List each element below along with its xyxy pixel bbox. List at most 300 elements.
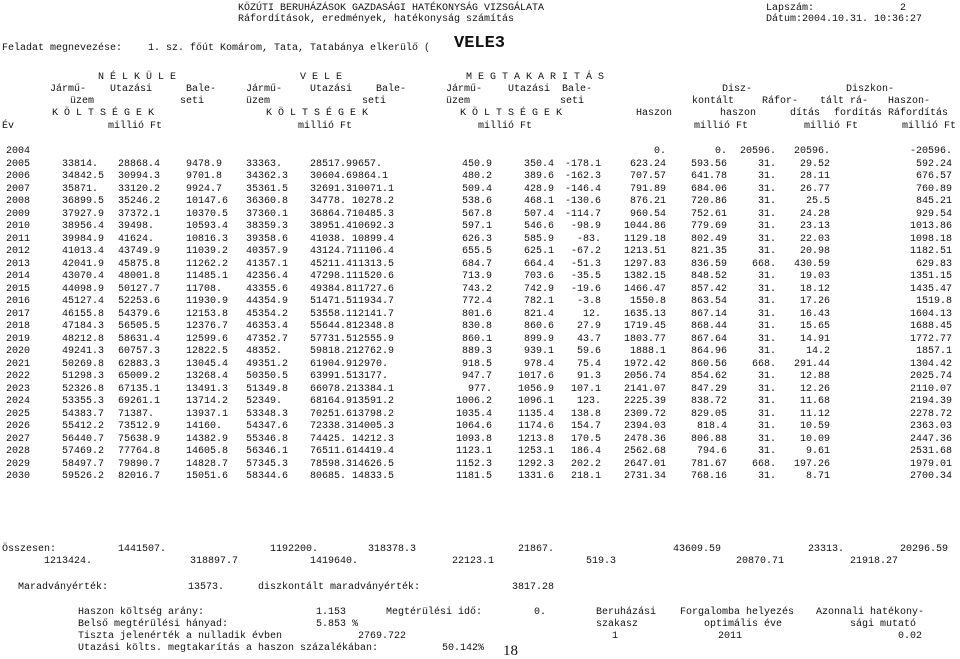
table-cell: 2194.39 [909, 396, 952, 407]
table-cell: 9701.8 [186, 171, 223, 182]
table-cell: 18.12 [799, 283, 830, 295]
table-cell: 538.6 [461, 196, 492, 207]
table-cell: 46155.8 [62, 308, 105, 320]
table-cell: 13798.2 [352, 408, 395, 420]
table-cell: -3.8 [576, 296, 601, 307]
col-h2: Forgalomba helyezés [680, 607, 795, 618]
table-cell: 50350.5 [246, 371, 289, 382]
table-cell: 760.89 [915, 183, 952, 195]
table-cell: 48001.8 [118, 271, 161, 282]
table-cell: 30604.6 [310, 171, 353, 182]
table-cell: 11.12 [799, 408, 830, 420]
table-cell: 59.6 [576, 346, 601, 357]
hdr-row4-5: dítás [790, 108, 821, 119]
table-cell: 1174.6 [517, 421, 554, 432]
table-cell: 16.43 [799, 308, 830, 320]
table-cell: 37360.1 [246, 208, 289, 220]
table-cell: 830.8 [461, 321, 492, 332]
table-cell: 8.71 [805, 471, 830, 482]
table-cell: 61904.9 [310, 358, 353, 370]
table-cell: 868.44 [690, 321, 727, 332]
table-cell: 782.1 [523, 296, 554, 307]
table-cell: 52349. [246, 396, 283, 407]
table-cell: 56346.1 [246, 446, 289, 457]
table-cell: 668. [751, 258, 776, 270]
table-cell-year: 2017 [6, 308, 31, 320]
table-cell: 54347.6 [246, 421, 289, 432]
table-cell: 13937.1 [186, 408, 229, 420]
hdr-row3-0: üzem [70, 96, 95, 107]
table-cell: 80685. [310, 471, 347, 482]
table-cell: 31. [757, 158, 776, 170]
table-cell: 67135.1 [118, 383, 161, 395]
table-cell: 2363.03 [909, 421, 952, 432]
hdr-row5-5: millió Ft [804, 121, 859, 132]
table-cell: 12599.6 [186, 333, 229, 345]
table-cell: 585.9 [523, 233, 554, 245]
table-cell: 11520.6 [352, 271, 395, 282]
table-cell: 9478.9 [186, 158, 223, 170]
page-label: Lapszám: [766, 3, 815, 14]
table-cell: 655.5 [461, 246, 492, 257]
table-cell: 350.4 [523, 158, 554, 170]
table-cell: 33363. [246, 158, 283, 170]
table-cell: 45875.8 [118, 258, 161, 270]
hdr-row3-4: üzem [446, 96, 471, 107]
table-cell: 1435.47 [909, 283, 952, 295]
table-cell-year: 2022 [6, 371, 31, 382]
table-cell: 57731.5 [310, 333, 353, 345]
hdr-megtakaritas: M E G T A K A R I T Á S [466, 72, 605, 83]
table-cell: -83. [576, 233, 601, 245]
table-cell: 12.88 [799, 371, 830, 382]
table-cell: 31. [757, 408, 776, 420]
table-cell-year: 2030 [6, 471, 31, 482]
page-number: 18 [503, 643, 518, 659]
table-cell: 56505.5 [118, 321, 161, 332]
table-cell: 20596. [793, 146, 830, 157]
table-cell: 45127.4 [62, 296, 105, 307]
table-cell: 52326.8 [62, 383, 105, 395]
table-cell: 31. [757, 383, 776, 395]
hdr-vele: V E L E [300, 72, 343, 83]
hdr-row3-6: kontált [692, 96, 735, 107]
table-cell: 47352.7 [246, 333, 289, 345]
totals-line1-4: 43609.59 [673, 544, 722, 555]
table-cell: 752.61 [690, 208, 727, 220]
table-cell: 123. [576, 396, 601, 407]
hdr-row2-6: Jármű- [446, 84, 483, 95]
table-cell: 2478.36 [623, 433, 666, 445]
table-cell: 2647.01 [623, 458, 666, 470]
table-cell: 50269.8 [62, 358, 105, 370]
table-cell: 20596. [739, 146, 776, 157]
table-cell: 73512.9 [118, 421, 161, 432]
table-cell: 10593.4 [186, 221, 229, 232]
table-cell: 1093.8 [455, 433, 492, 445]
table-cell-year: 2012 [6, 246, 31, 257]
table-cell: 0. [653, 146, 666, 157]
totals-label: Összesen: [2, 544, 57, 555]
table-cell: 58497.7 [62, 458, 105, 470]
table-cell: 31. [757, 471, 776, 482]
bcr-value: 1.153 [316, 607, 347, 618]
table-cell: 11106.4 [352, 246, 395, 257]
table-cell: 10485.3 [352, 208, 395, 220]
table-cell: 14.91 [799, 333, 830, 345]
table-cell: -67.2 [570, 246, 601, 257]
table-cell: -178.1 [564, 158, 601, 170]
table-cell: 36360.8 [246, 196, 289, 207]
table-cell: 202.2 [570, 458, 601, 470]
table-cell: 49351.2 [246, 358, 289, 370]
table-cell: 1006.2 [455, 396, 492, 407]
hdr-row5-3: millió Ft [478, 121, 533, 132]
residual-label: Maradványérték: [18, 582, 109, 593]
table-cell: 1181.5 [455, 471, 492, 482]
table-cell: 28868.4 [118, 158, 161, 170]
table-cell: 186.4 [570, 446, 601, 457]
table-cell: 32691.3 [310, 183, 353, 195]
npv-label: Tiszta jelenérték a nulladik évben [78, 631, 283, 642]
table-cell-year: 2020 [6, 346, 31, 357]
table-cell: 43355.6 [246, 283, 289, 295]
table-cell: 50127.7 [118, 283, 161, 295]
table-cell: 13045.4 [186, 358, 229, 370]
table-cell: 1857.1 [915, 346, 952, 357]
table-cell: -19.6 [570, 283, 601, 295]
totals-line1-1: 1192200. [270, 544, 319, 555]
table-cell: 34778. [310, 196, 347, 207]
table-cell: 14212.3 [352, 433, 395, 445]
hdr-row2-5: Bale- [376, 84, 407, 95]
table-cell-year: 2014 [6, 271, 31, 282]
table-cell: 567.8 [461, 208, 492, 220]
table-cell: 13714.2 [186, 396, 229, 407]
table-cell: 52253.6 [118, 296, 161, 307]
table-cell: 31. [757, 321, 776, 332]
table-cell: 10278.2 [352, 196, 395, 207]
table-cell: 12. [582, 308, 601, 320]
table-cell: 31. [757, 283, 776, 295]
table-cell: 801.6 [461, 308, 492, 320]
table-cell: 53348.3 [246, 408, 289, 420]
col-h3: Azonnali hatékony- [816, 607, 925, 618]
table-cell: -130.6 [564, 196, 601, 207]
table-cell: 11934.7 [352, 296, 395, 307]
hdr-row2-9: Disz- [722, 84, 753, 95]
table-cell: 1044.86 [623, 221, 666, 232]
table-cell: 781.67 [690, 458, 727, 470]
totals-line2-6: 21918.27 [850, 556, 899, 567]
table-cell-year: 2006 [6, 171, 31, 182]
table-cell: 60757.3 [118, 346, 161, 357]
table-cell-year: 2005 [6, 158, 31, 170]
hdr-row3-8: tált rá- [820, 96, 869, 107]
table-cell: 1013.86 [909, 221, 952, 232]
table-cell: 1688.45 [909, 321, 952, 332]
table-cell: 51298.3 [62, 371, 105, 382]
table-cell: 14160. [186, 421, 223, 432]
table-cell: 9.61 [805, 446, 830, 457]
table-cell: 684.06 [690, 183, 727, 195]
table-cell: 10071.1 [352, 183, 395, 195]
table-cell: 72338.3 [310, 421, 353, 432]
table-cell: 43749.9 [118, 246, 161, 257]
table-cell: 53558.1 [310, 308, 353, 320]
table-cell: 58344.6 [246, 471, 289, 482]
table-cell: 11930.9 [186, 296, 229, 307]
table-cell-year: 2018 [6, 321, 31, 332]
table-cell: 1331.6 [517, 471, 554, 482]
table-cell: 35361.5 [246, 183, 289, 195]
table-cell: 51349.8 [246, 383, 289, 395]
hdr-row3-9: Haszon- [888, 96, 931, 107]
table-cell: 668. [751, 458, 776, 470]
totals-line2-3: 22123.1 [452, 556, 495, 567]
table-cell: 14833.5 [352, 471, 395, 482]
table-cell: 15.65 [799, 321, 830, 332]
col-h2b: optimális éve [704, 619, 783, 630]
table-cell: 10.59 [799, 421, 830, 432]
table-cell: 1098.18 [909, 233, 952, 245]
table-cell: 12141.7 [352, 308, 395, 320]
hdr-row4-6: fordítás [834, 108, 883, 119]
table-cell: 36864.7 [310, 208, 353, 220]
table-cell: 1017.6 [517, 371, 554, 382]
discounted-residual-label: diszkontált maradványérték: [258, 582, 421, 593]
totals-line2-2: 1419640. [310, 556, 359, 567]
table-cell: 66078.2 [310, 383, 353, 395]
table-cell: -98.9 [570, 221, 601, 232]
table-cell: 593.56 [690, 158, 727, 170]
hdr-nelkule: N É L K Ü L E [98, 72, 177, 83]
table-cell: 12970. [352, 358, 389, 370]
table-cell: 838.72 [690, 396, 727, 407]
table-cell: 41624. [118, 233, 155, 245]
table-cell: 860.1 [461, 333, 492, 345]
table-cell: 35246.2 [118, 196, 161, 207]
table-cell: 138.8 [570, 408, 601, 420]
table-cell: 713.9 [461, 271, 492, 282]
npv-value: 2769.722 [358, 631, 407, 642]
table-cell: -146.4 [564, 183, 601, 195]
table-cell: -51.3 [570, 258, 601, 270]
table-cell: 12376.7 [186, 321, 229, 332]
hdr-row5-1: millió Ft [108, 121, 163, 132]
table-cell: 78598.3 [310, 458, 353, 470]
table-cell: 977. [467, 383, 492, 395]
table-cell: 960.54 [629, 208, 666, 220]
table-cell: 389.6 [523, 171, 554, 182]
table-cell: 22.03 [799, 233, 830, 245]
col-h1b: szakasz [596, 619, 639, 630]
table-cell: 1123.1 [455, 446, 492, 457]
irr-value: 5.853 % [316, 619, 359, 630]
table-cell: 14005.3 [352, 421, 395, 432]
table-cell: 27.9 [576, 321, 601, 332]
table-cell: 1096.1 [517, 396, 554, 407]
table-cell: 12.26 [799, 383, 830, 395]
hdr-row2-8: Bale- [562, 84, 593, 95]
hdr-row2-1: Utazási [110, 84, 153, 95]
hdr-row4-0: K Ö L T S É G E K [52, 108, 155, 119]
table-cell: 1604.13 [909, 308, 952, 320]
hdr-row4-3: Haszon [636, 108, 673, 119]
table-cell: 9924.7 [186, 183, 223, 195]
table-cell: 10.09 [799, 433, 830, 445]
table-cell: 743.2 [461, 283, 492, 295]
table-cell: 2056.74 [623, 371, 666, 382]
table-cell: 77764.8 [118, 446, 161, 457]
table-cell: 1972.42 [623, 358, 666, 370]
hdr-row3-2: üzem [246, 96, 271, 107]
table-cell: 742.9 [523, 283, 554, 295]
col-v1: 1 [612, 631, 619, 642]
table-cell: 35871. [62, 183, 99, 195]
table-cell-year: 2011 [6, 233, 31, 245]
table-cell: 14626.5 [352, 458, 395, 470]
col-h1: Beruházási [596, 607, 657, 618]
table-cell: 720.86 [690, 196, 727, 207]
hdr-row2-7: Utazási [508, 84, 551, 95]
table-cell: 31. [757, 346, 776, 357]
table-cell: 867.14 [690, 308, 727, 320]
table-cell: 1803.77 [623, 333, 666, 345]
table-cell: 939.1 [523, 346, 554, 357]
table-cell: 779.69 [690, 221, 727, 232]
table-cell: 31. [757, 221, 776, 232]
table-cell: 51471.5 [310, 296, 353, 307]
table-cell: 75638.9 [118, 433, 161, 445]
table-cell: 468.1 [523, 196, 554, 207]
table-cell: 1253.1 [517, 446, 554, 457]
table-cell: 31. [757, 233, 776, 245]
table-cell: 1719.45 [623, 321, 666, 332]
table-cell: 2394.03 [623, 421, 666, 432]
table-cell: 31. [757, 271, 776, 282]
table-cell: 829.05 [690, 408, 727, 420]
table-cell: 19.03 [799, 271, 830, 282]
table-cell: 929.54 [915, 208, 952, 220]
table-cell: 13384.1 [352, 383, 395, 395]
table-cell: 1152.3 [455, 458, 492, 470]
table-cell: 170.5 [570, 433, 601, 445]
page-value: 2 [900, 3, 907, 14]
table-cell: 75.4 [576, 358, 601, 370]
table-cell: 947.7 [461, 371, 492, 382]
table-cell: 31. [757, 296, 776, 307]
table-cell: 49241.3 [62, 346, 105, 357]
bcr-label: Haszon költség arány: [78, 607, 205, 618]
hdr-row4-2: K Ö L T S É G E K [460, 108, 563, 119]
table-cell: 818.4 [696, 421, 727, 432]
table-cell: 2110.07 [909, 383, 952, 395]
share-label: Utazási költs. megtakarítás a haszon százalékában: [78, 643, 379, 654]
table-cell: 428.9 [523, 183, 554, 195]
table-cell: 2447.36 [909, 433, 952, 445]
table-cell: 1035.4 [455, 408, 492, 420]
table-cell: 11485.1 [186, 271, 229, 282]
table-cell: 1382.15 [623, 271, 666, 282]
table-cell: 57345.3 [246, 458, 289, 470]
table-cell: 12762.9 [352, 346, 395, 357]
table-cell: 2278.72 [909, 408, 952, 420]
table-cell: 70251.6 [310, 408, 353, 420]
table-cell: 703.6 [523, 271, 554, 282]
table-cell: 59818.2 [310, 346, 353, 357]
table-cell: 2531.68 [909, 446, 952, 457]
table-cell-year: 2028 [6, 446, 31, 457]
table-cell: 82016.7 [118, 471, 161, 482]
table-cell: 664.4 [523, 258, 554, 270]
table-cell: 31. [757, 171, 776, 182]
table-cell: 2141.07 [623, 383, 666, 395]
table-cell: 768.16 [690, 471, 727, 482]
table-cell: 2562.68 [623, 446, 666, 457]
hdr-row4-4: haszon [720, 108, 757, 119]
table-cell: 918.5 [461, 358, 492, 370]
table-cell: 978.4 [523, 358, 554, 370]
table-cell: 41013.4 [62, 246, 105, 257]
table-cell-year: 2016 [6, 296, 31, 307]
table-cell: 836.59 [690, 258, 727, 270]
table-cell: 12153.8 [186, 308, 229, 320]
table-cell: 2225.39 [623, 396, 666, 407]
table-cell: 821.4 [523, 308, 554, 320]
task-value: 1. sz. főút Komárom, Tata, Tatabánya elkerülő ( [148, 43, 431, 54]
table-cell: 10899.4 [352, 233, 395, 245]
table-cell: 597.1 [461, 221, 492, 232]
hdr-row5-2: millió Ft [298, 121, 353, 132]
table-cell: 48212.8 [62, 333, 105, 345]
table-cell: 54379.6 [118, 308, 161, 320]
discounted-residual-value: 3817.28 [512, 582, 555, 593]
table-cell: 31. [757, 421, 776, 432]
table-cell: 53355.3 [62, 396, 105, 407]
table-cell: 1213.8 [517, 433, 554, 445]
table-cell: 9864.1 [352, 171, 389, 182]
date-label: Dátum:2004.10.31. 10:36:27 [766, 14, 923, 25]
table-cell: 33120.2 [118, 183, 161, 195]
table-cell: 43124.7 [310, 246, 353, 257]
table-cell: 806.88 [690, 433, 727, 445]
table-cell: 772.4 [461, 296, 492, 307]
table-cell: 1135.4 [517, 408, 554, 420]
table-cell: 1550.8 [629, 296, 666, 307]
table-cell: 11708. [186, 283, 223, 295]
table-cell: 13177. [352, 371, 389, 382]
table-cell: 47184.3 [62, 321, 105, 332]
table-cell-year: 2010 [6, 221, 31, 232]
hdr-row3-5: seti [560, 96, 585, 107]
table-cell-year: 2021 [6, 358, 31, 370]
totals-line1-0: 1441507. [118, 544, 167, 555]
table-cell: 848.52 [690, 271, 727, 282]
table-cell: 42041.9 [62, 258, 105, 270]
table-cell: 59526.2 [62, 471, 105, 482]
table-cell: 31. [757, 208, 776, 220]
payback-label: Megtérülési idő: [386, 607, 483, 618]
table-cell: 11039.2 [186, 246, 229, 257]
table-cell: 1182.51 [909, 246, 952, 257]
table-cell: 2309.72 [623, 408, 666, 420]
table-cell: 14419.4 [352, 446, 395, 457]
table-cell-year: 2008 [6, 196, 31, 207]
table-cell: 71387. [118, 408, 155, 420]
table-cell: 23.13 [799, 221, 830, 232]
table-cell: 43070.4 [62, 271, 105, 282]
